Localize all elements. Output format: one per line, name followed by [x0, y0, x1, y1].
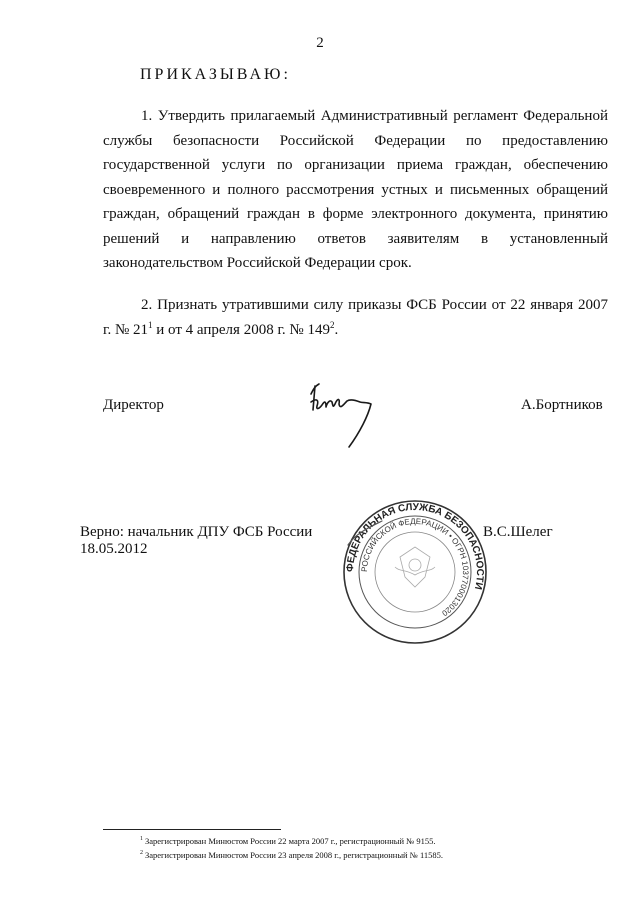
order-heading: ПРИКАЗЫВАЮ: [140, 66, 291, 83]
footnote-ref-1: 1 [148, 319, 153, 330]
paragraph-2-part3: . [334, 321, 339, 338]
director-name: А.Бортников [521, 397, 603, 413]
footnote-1 [140, 836, 436, 846]
seal-inner-text: РОССИЙСКОЙ ФЕДЕРАЦИИ • ОГРН 1037700013020 [359, 516, 471, 618]
official-seal [340, 497, 490, 652]
certifier-name: В.С.Шелег [483, 524, 553, 540]
footnote-2-mark: 2 [140, 850, 143, 857]
footnote-2-text: Зарегистрирован Минюстом России 23 апреля 2008 г., регистрационный № 11585. [145, 850, 444, 860]
footnote-1-text: Зарегистрирован Минюстом России 22 марта 2007 г., регистрационный № 9155. [145, 836, 436, 846]
certification-line: Верно: начальник ДПУ ФСБ России [80, 524, 313, 540]
footnote-1-mark: 1 [140, 836, 143, 843]
paragraph-2 [103, 293, 608, 342]
certification-date: 18.05.2012 [80, 541, 148, 557]
seal-outer-text: ФЕДЕРАЛЬНАЯ СЛУЖБА БЕЗОПАСНОСТИ [344, 501, 486, 591]
signature-image [305, 380, 385, 460]
paragraph-2-part2: и от 4 апреля 2008 г. № 149 [152, 321, 330, 338]
paragraph-1: 1. Утвердить прилагаемый Административный регламент Федеральной службы безопасности Российской Федерации по предоставлению государственной услуги по организации приема граждан, обеспечению своевременного и полного рассмотрения устных и письменных обращений граждан, обращений граждан в форме электронного документа, принятию решений и направлению ответов заявителям в установленный законодательством Российской Федерации срок. [103, 108, 608, 271]
footnote-divider [103, 829, 281, 830]
footnote-2 [140, 850, 443, 860]
director-label: Директор [103, 397, 164, 413]
paragraph-2-part1: 2. Признать утратившими силу приказы ФСБ России от 22 января 2007 г. № 21 [103, 297, 608, 338]
footnote-ref-2: 2 [329, 319, 335, 330]
page-number: 2 [316, 35, 324, 51]
